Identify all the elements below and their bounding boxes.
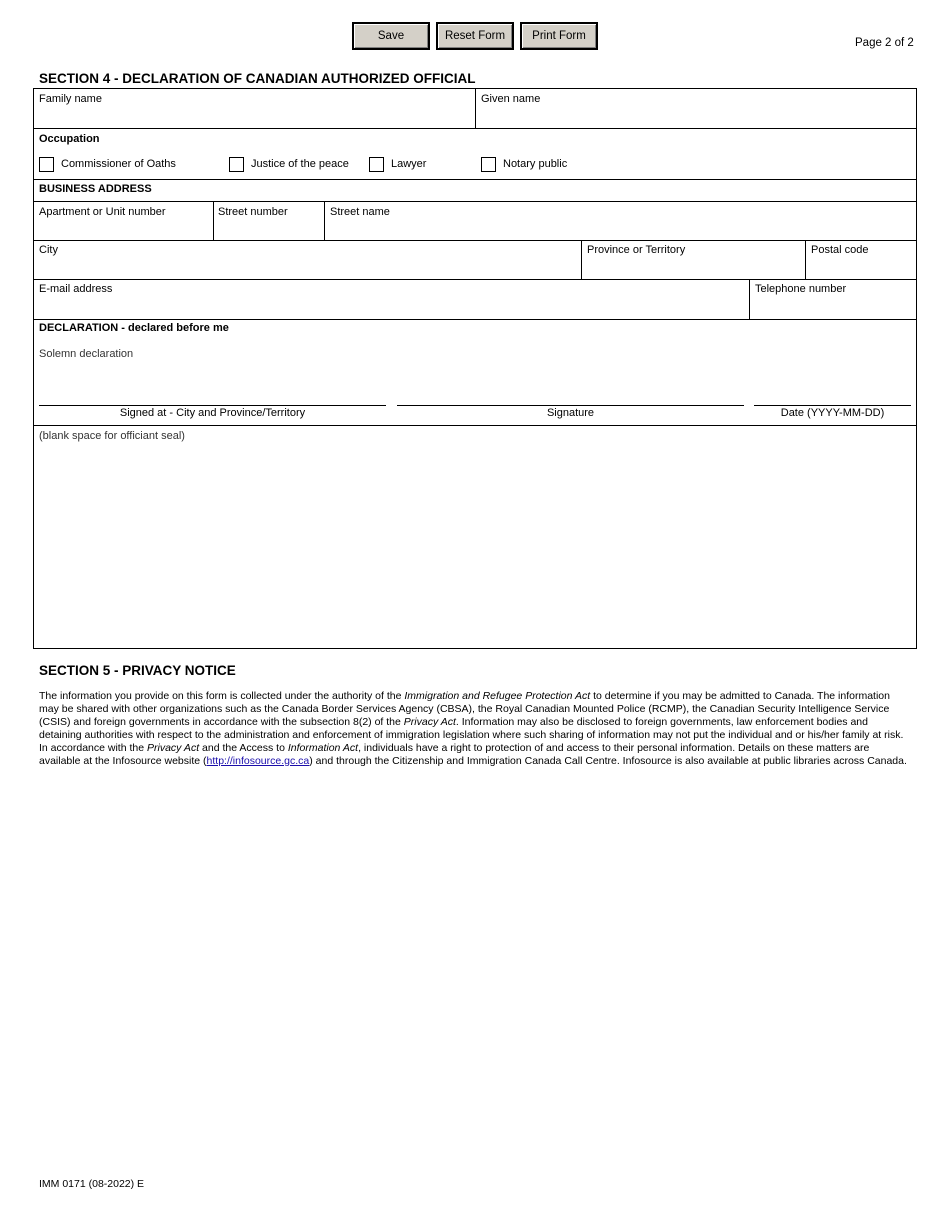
solemn-declaration-label: Solemn declaration <box>39 348 134 360</box>
save-button[interactable]: Save <box>352 22 430 50</box>
city-field[interactable]: City <box>39 244 58 256</box>
infosource-link[interactable]: http://infosource.gc.ca <box>206 755 310 767</box>
divider <box>805 240 806 279</box>
justice-of-the-peace-label: Justice of the peace <box>251 158 349 170</box>
divider <box>34 279 916 280</box>
section5-title: SECTION 5 - PRIVACY NOTICE <box>39 663 236 678</box>
privacy-text-part: . Information may also be disclosed to foreign governments, law enforcement bodies and detaining authorities with respect to the administration and enforcement of immigration legislation where such sharing of information may not put the individual and or his/her family at risk. In accordance with the <box>39 716 904 754</box>
page-number: Page 2 of 2 <box>855 37 914 49</box>
apartment-unit-field[interactable]: Apartment or Unit number <box>39 206 166 218</box>
privacy-text-part: The information you provide on this form is collected under the authority of the <box>39 690 405 702</box>
divider <box>581 240 582 279</box>
privacy-text-part: to determine if you may be admitted to Canada. The information may be shared with other organizations such as the Canada Border Services Agency (CBSA), the Royal Canadian Mounted Police (RCMP), the Canadian Security Intelligence Service (CSIS) and foreign governments in accordance with the subsection 8(2) of the <box>39 690 890 728</box>
divider <box>213 201 214 240</box>
form-toolbar <box>352 22 598 50</box>
divider <box>34 240 916 241</box>
divider <box>34 319 916 320</box>
act-name: Information Act <box>287 742 359 754</box>
privacy-text-part: ) and through the Citizenship and Immigration Canada Call Centre. Infosource is also available at public libraries across Canada. <box>309 755 907 767</box>
lawyer-checkbox[interactable] <box>369 157 384 172</box>
email-address-field[interactable]: E-mail address <box>39 283 113 295</box>
privacy-notice-text <box>39 690 909 768</box>
divider <box>34 128 916 129</box>
divider <box>34 201 916 202</box>
privacy-text-part: and the Access to <box>199 742 288 754</box>
province-territory-field[interactable]: Province or Territory <box>587 244 686 256</box>
given-name-field[interactable]: Given name <box>481 93 541 105</box>
commissioner-of-oaths-label: Commissioner of Oaths <box>61 158 176 170</box>
notary-public-label: Notary public <box>503 158 568 170</box>
occupation-heading: Occupation <box>39 133 100 145</box>
act-name: Privacy Act <box>403 716 456 728</box>
divider <box>34 179 916 180</box>
form-code: IMM 0171 (08-2022) E <box>39 1178 145 1190</box>
street-name-field[interactable]: Street name <box>330 206 390 218</box>
lawyer-label: Lawyer <box>391 158 427 170</box>
privacy-text-part: , individuals have a right to protection of and access to their personal information. Details on these matters are available at the Infosource website ( <box>39 742 870 767</box>
divider <box>749 279 750 319</box>
reset-form-button[interactable]: Reset Form <box>436 22 514 50</box>
print-form-button[interactable]: Print Form <box>520 22 598 50</box>
declaration-form <box>33 88 917 649</box>
divider <box>475 89 476 128</box>
postal-code-field[interactable]: Postal code <box>811 244 869 256</box>
notary-public-checkbox[interactable] <box>481 157 496 172</box>
section4-title: SECTION 4 - DECLARATION OF CANADIAN AUTHORIZED OFFICIAL <box>39 71 476 86</box>
declaration-heading: DECLARATION - declared before me <box>39 322 229 334</box>
date-line[interactable] <box>754 405 911 406</box>
street-number-field[interactable]: Street number <box>218 206 288 218</box>
date-caption: Date (YYYY-MM-DD) <box>780 407 885 419</box>
divider <box>324 201 325 240</box>
signed-at-line[interactable] <box>39 405 386 406</box>
signed-at-caption: Signed at - City and Province/Territory <box>119 407 306 419</box>
business-address-heading: BUSINESS ADDRESS <box>39 183 152 195</box>
divider <box>34 425 916 426</box>
commissioner-of-oaths-checkbox[interactable] <box>39 157 54 172</box>
signature-line[interactable] <box>397 405 744 406</box>
officiant-seal-area: (blank space for officiant seal) <box>39 430 185 442</box>
telephone-number-field[interactable]: Telephone number <box>755 283 847 295</box>
act-name: Privacy Act <box>146 742 200 754</box>
justice-of-the-peace-checkbox[interactable] <box>229 157 244 172</box>
signature-caption: Signature <box>546 407 595 419</box>
family-name-field[interactable]: Family name <box>39 93 102 105</box>
act-name: Immigration and Refugee Protection Act <box>404 690 591 702</box>
